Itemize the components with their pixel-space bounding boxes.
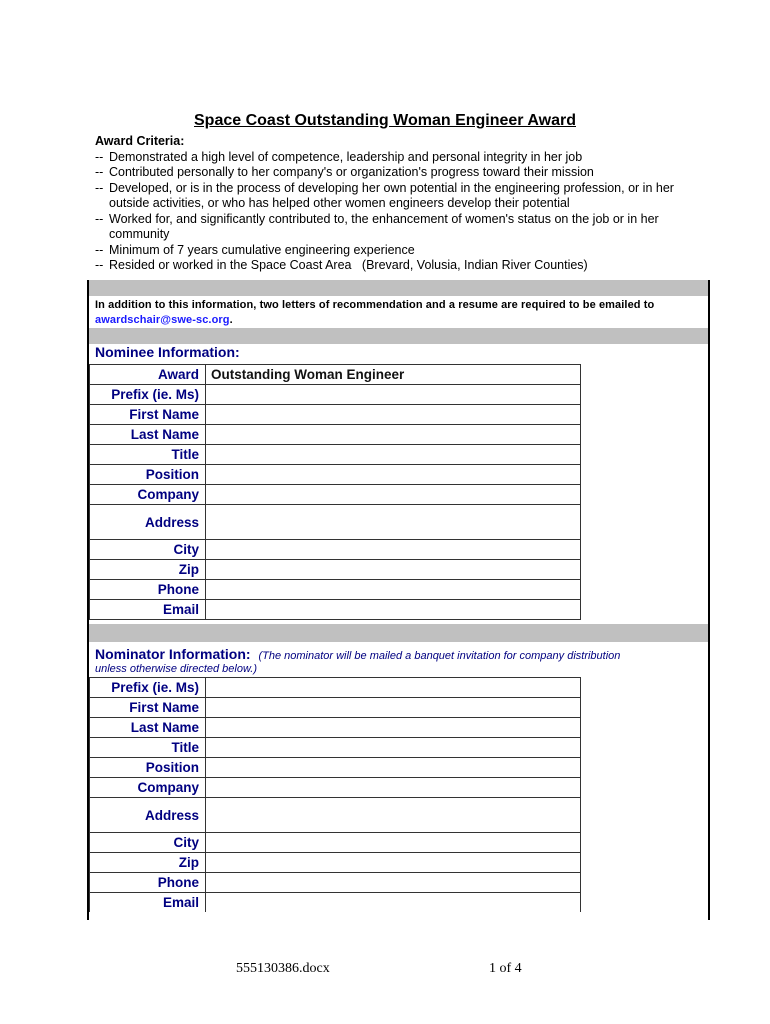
table-row (90, 678, 581, 698)
field-label: Title (90, 445, 206, 465)
divider-bar (89, 624, 708, 642)
field-label: Phone (90, 580, 206, 600)
criteria-text: Worked for, and significantly contributed to, the enhancement of women's status on the job or in her community (109, 211, 659, 241)
field-label: City (90, 833, 206, 853)
dash-bullet: -- (95, 242, 104, 257)
nominator-table (89, 677, 581, 912)
table-row (90, 758, 581, 778)
dash-bullet: -- (95, 149, 104, 164)
criteria-text: Resided or worked in the Space Coast Area (Brevard, Volusia, Indian River Counties) (109, 258, 588, 272)
field-label: Email (90, 893, 206, 913)
nominator-position-field[interactable] (206, 758, 581, 778)
nominator-heading (95, 646, 620, 662)
nominator-prefix-field[interactable] (206, 678, 581, 698)
nominator-title-field[interactable] (206, 738, 581, 758)
field-label: Address (90, 505, 206, 540)
field-label: City (90, 540, 206, 560)
award-field[interactable]: Outstanding Woman Engineer (206, 365, 581, 385)
field-label: Prefix (ie. Ms) (90, 385, 206, 405)
dash-bullet: -- (95, 258, 104, 272)
dash-bullet: -- (95, 211, 104, 226)
dash-bullet: -- (95, 165, 104, 179)
table-row (90, 718, 581, 738)
requirements-note (95, 298, 695, 328)
table-row (90, 738, 581, 758)
nominee-phone-field[interactable] (206, 580, 581, 600)
divider-bar (89, 328, 708, 344)
nominee-address-field[interactable] (206, 505, 581, 540)
criteria-text: Developed, or is in the process of developing her own potential in the engineering profession, or in her outside activities, or who has helped other women engineers develop their potential (109, 180, 674, 210)
table-row (90, 833, 581, 853)
nominator-first-name-field[interactable] (206, 698, 581, 718)
nominee-table (89, 364, 581, 620)
criteria-item (95, 258, 710, 274)
nominee-zip-field[interactable] (206, 560, 581, 580)
nominator-email-field[interactable] (206, 893, 581, 913)
nominator-note-line2: unless otherwise directed below.) (95, 663, 258, 675)
table-row (90, 853, 581, 873)
field-label: Company (90, 778, 206, 798)
criteria-item (95, 165, 710, 181)
table-row (90, 600, 581, 620)
nominee-title-field[interactable] (206, 445, 581, 465)
table-row (90, 465, 581, 485)
criteria-text: Contributed personally to her company's or organization's progress toward their mission (109, 165, 594, 179)
field-label: Award (90, 365, 206, 385)
award-criteria (95, 134, 710, 274)
nominator-company-field[interactable] (206, 778, 581, 798)
table-row (90, 505, 581, 540)
nominee-prefix-field[interactable] (206, 385, 581, 405)
nominator-last-name-field[interactable] (206, 718, 581, 738)
table-row (90, 540, 581, 560)
awards-chair-email-link[interactable]: awardschair@swe-sc.org (95, 314, 230, 326)
nominee-last-name-field[interactable] (206, 425, 581, 445)
nominator-address-field[interactable] (206, 798, 581, 833)
criteria-item (95, 212, 710, 243)
criteria-item (95, 243, 710, 259)
field-label: Last Name (90, 425, 206, 445)
table-row (90, 425, 581, 445)
page-title: Space Coast Outstanding Woman Engineer Award (194, 112, 576, 129)
table-row (90, 445, 581, 465)
note-end: . (229, 314, 233, 326)
field-label: Zip (90, 853, 206, 873)
table-row (90, 893, 581, 913)
table-row (90, 405, 581, 425)
table-row (90, 365, 581, 385)
dash-bullet: -- (95, 180, 104, 195)
table-row (90, 698, 581, 718)
field-label: Email (90, 600, 206, 620)
field-label: Prefix (ie. Ms) (90, 678, 206, 698)
form-box (87, 280, 710, 920)
criteria-text: Minimum of 7 years cumulative engineering experience (109, 242, 415, 257)
nominee-company-field[interactable] (206, 485, 581, 505)
field-label: Zip (90, 560, 206, 580)
criteria-text: Demonstrated a high level of competence, leadership and personal integrity in her job (109, 149, 583, 164)
nominee-email-field[interactable] (206, 600, 581, 620)
field-label: First Name (90, 698, 206, 718)
table-row (90, 798, 581, 833)
table-row (90, 580, 581, 600)
divider-bar (89, 280, 708, 296)
nominee-heading: Nominee Information: (95, 344, 240, 360)
field-label: Position (90, 758, 206, 778)
table-row (90, 385, 581, 405)
nominee-first-name-field[interactable] (206, 405, 581, 425)
table-row (90, 873, 581, 893)
nominee-city-field[interactable] (206, 540, 581, 560)
field-label: Title (90, 738, 206, 758)
nominator-note: (The nominator will be mailed a banquet invitation for company distribution (258, 650, 621, 662)
field-label: Phone (90, 873, 206, 893)
criteria-item (95, 150, 710, 166)
field-label: Position (90, 465, 206, 485)
field-label: First Name (90, 405, 206, 425)
table-row (90, 560, 581, 580)
field-label: Last Name (90, 718, 206, 738)
nominator-heading-text: Nominator Information: (95, 646, 251, 662)
nominator-zip-field[interactable] (206, 853, 581, 873)
footer-filename: 555130386.docx (236, 961, 330, 976)
footer-page-number: 1 of 4 (489, 961, 522, 976)
criteria-heading: Award Criteria: (95, 134, 185, 148)
table-row (90, 485, 581, 505)
note-text: In addition to this information, two letters of recommendation and a resume are required to be emailed to (95, 299, 655, 311)
nominator-city-field[interactable] (206, 833, 581, 853)
nominee-position-field[interactable] (206, 465, 581, 485)
nominator-phone-field[interactable] (206, 873, 581, 893)
table-row (90, 778, 581, 798)
field-label: Company (90, 485, 206, 505)
criteria-item (95, 181, 710, 212)
field-label: Address (90, 798, 206, 833)
